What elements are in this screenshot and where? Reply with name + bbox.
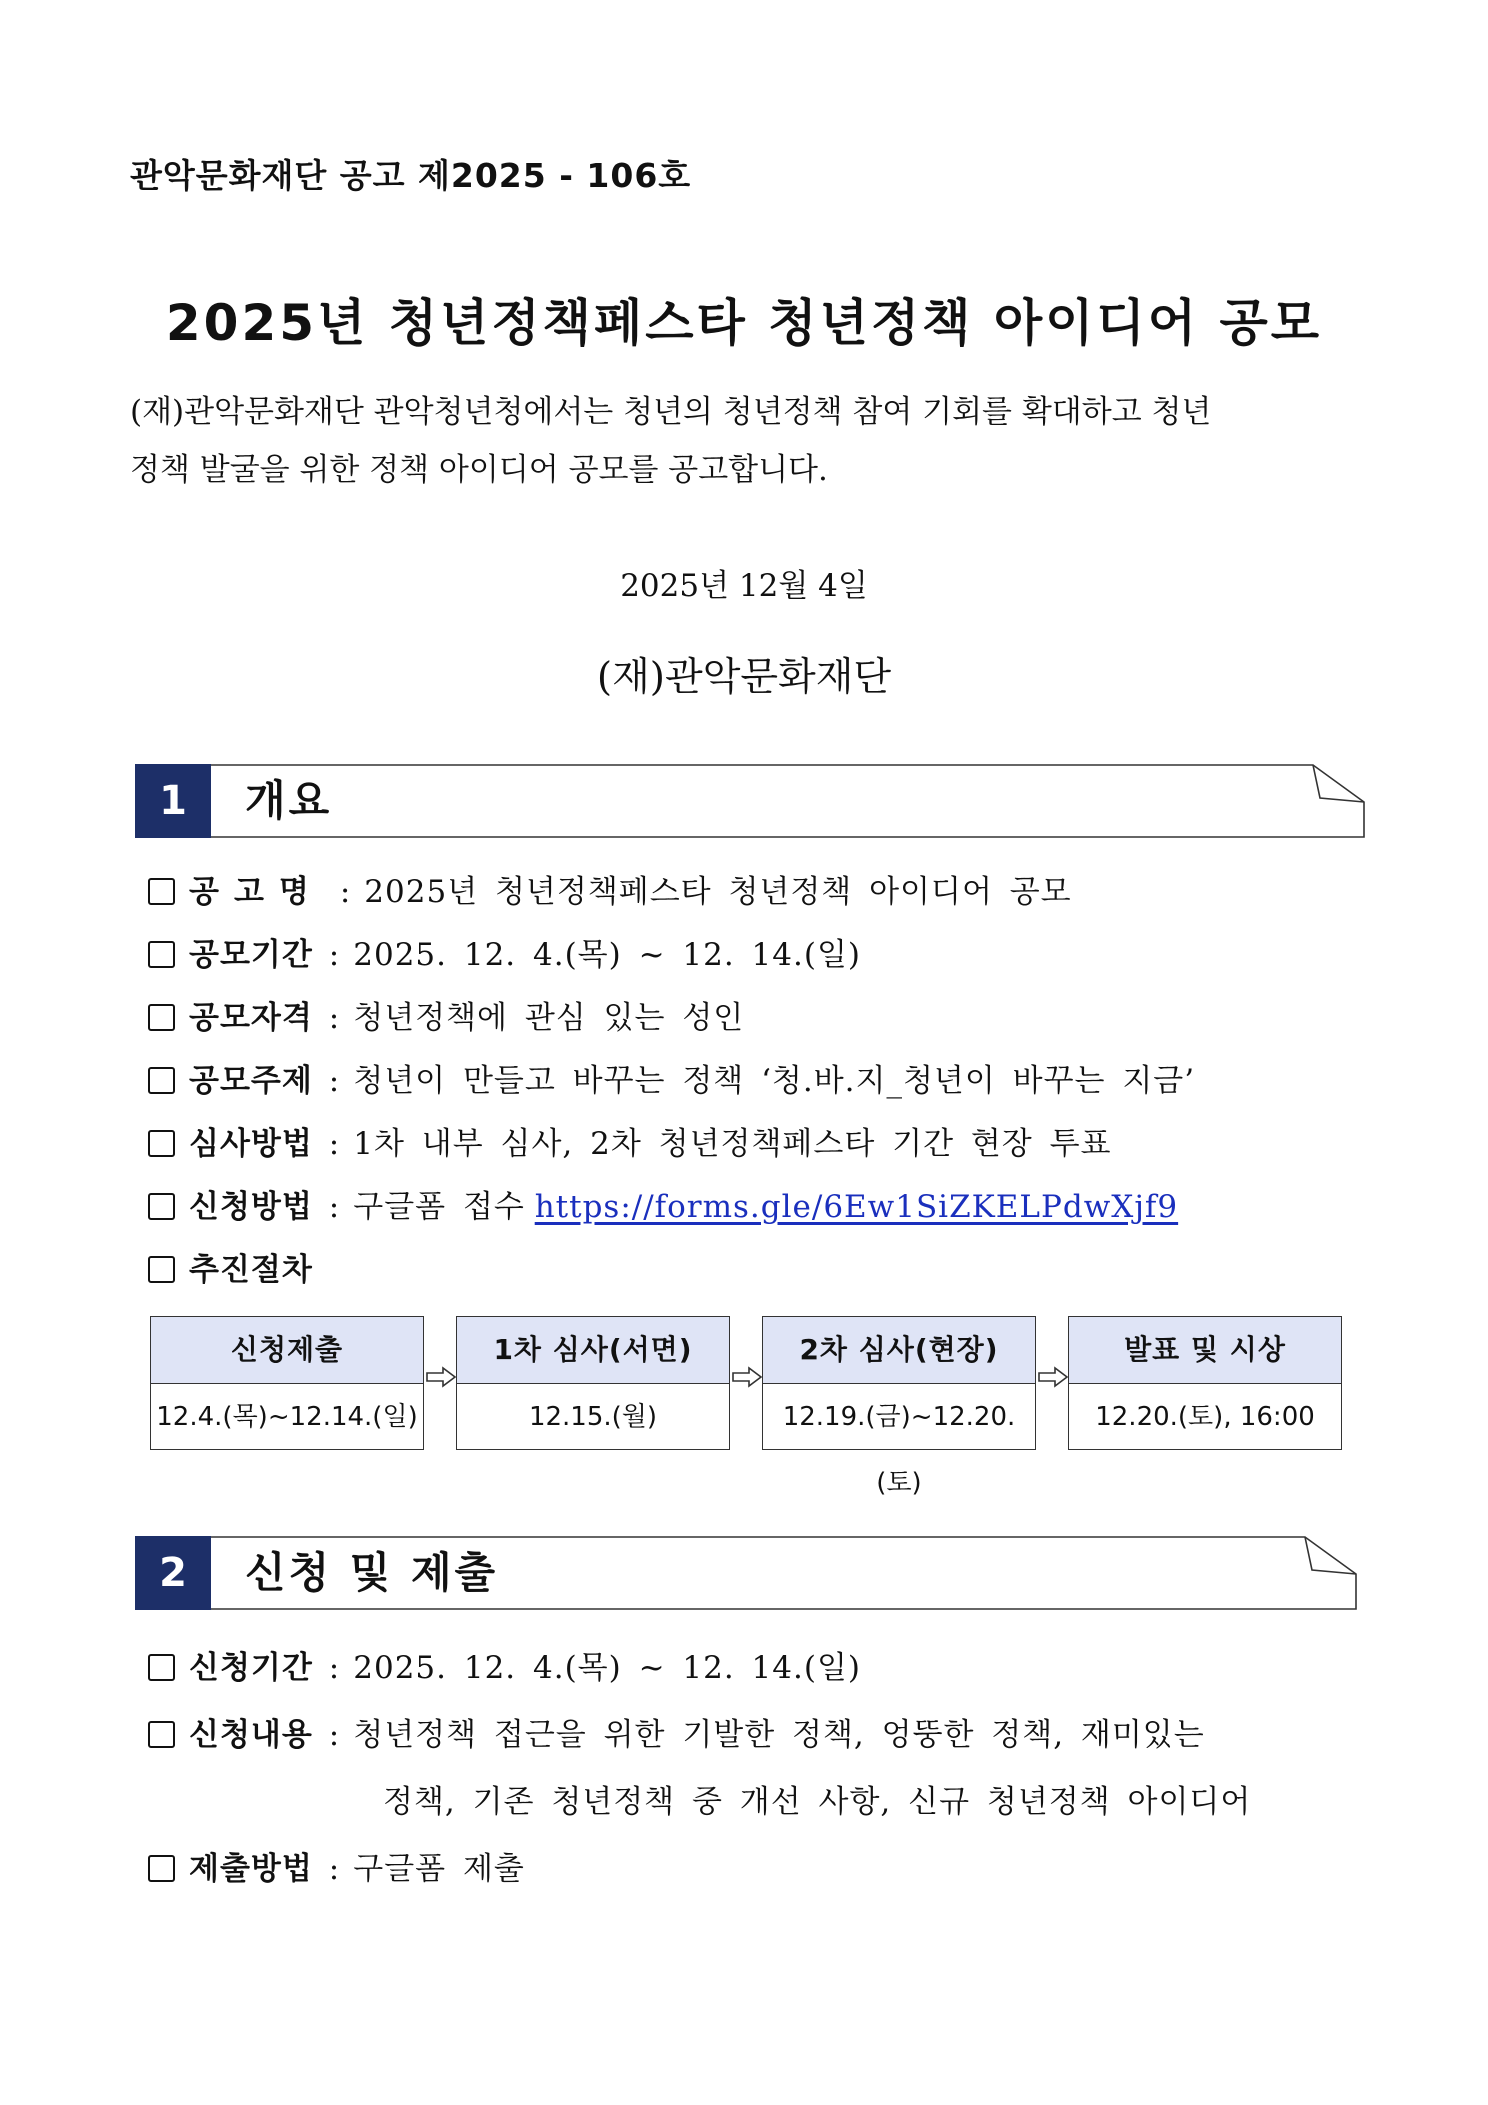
label-separator: : xyxy=(328,1126,340,1162)
list-item-theme xyxy=(148,1055,1195,1100)
checkbox-icon xyxy=(148,1654,175,1681)
item-label: 공모자격 xyxy=(189,1000,313,1036)
item-label: 신청내용 xyxy=(189,1717,313,1753)
procedure-step-second-review xyxy=(762,1316,1036,1498)
checkbox-icon xyxy=(148,1721,175,1748)
checkbox-icon xyxy=(148,1130,175,1157)
label-separator: : xyxy=(328,1189,340,1225)
item-label: 공모기간 xyxy=(189,937,313,973)
notice-number: 관악문화재단 공고 제2025 - 106호 xyxy=(130,156,692,195)
label-separator: : xyxy=(328,1063,340,1099)
item-value: 1차 내부 심사, 2차 청년정책페스타 기간 현장 투표 xyxy=(353,1126,1112,1162)
item-value: 청년정책 접근을 위한 기발한 정책, 엉뚱한 정책, 재미있는 xyxy=(353,1717,1205,1753)
list-item-eligibility xyxy=(148,992,744,1037)
list-item-submit-method xyxy=(148,1843,525,1888)
procedure-step-first-review xyxy=(456,1316,730,1450)
label-separator: : xyxy=(328,1851,340,1887)
step-date: 12.20.(토), 16:00 xyxy=(1095,1402,1315,1432)
list-item-apply-content xyxy=(148,1709,1205,1754)
item-label: 추진절차 xyxy=(189,1252,313,1288)
checkbox-icon xyxy=(148,1855,175,1882)
list-item-notice-name xyxy=(148,866,1072,911)
section-2-number: 2 xyxy=(135,1536,211,1610)
checkbox-icon xyxy=(148,878,175,905)
item-value: 청년이 만들고 바꾸는 정책 ‘청.바.지_청년이 바꾸는 지금’ xyxy=(353,1063,1196,1099)
notice-date: 2025년 12월 4일 xyxy=(620,568,868,604)
item-value-continued: 정책, 기존 청년정책 중 개선 사항, 신규 청년정책 아이디어 xyxy=(383,1784,1252,1820)
item-label: 심사방법 xyxy=(189,1126,313,1162)
list-item-review-method xyxy=(148,1118,1112,1163)
item-label: 공모주제 xyxy=(189,1063,313,1099)
label-separator: : xyxy=(328,1650,340,1686)
step-title: 신청제출 xyxy=(151,1317,423,1384)
intro-line-2: 정책 발굴을 위한 정책 아이디어 공모를 공고합니다. xyxy=(130,452,828,488)
application-form-link[interactable]: https://forms.gle/6Ew1SiZKELPdwXjf9 xyxy=(534,1189,1179,1225)
page-title: 2025년 청년정책페스타 청년정책 아이디어 공모 xyxy=(165,294,1323,352)
list-item-procedure xyxy=(148,1244,313,1289)
section-2-header xyxy=(135,1536,1357,1610)
item-label: 신청기간 xyxy=(189,1650,313,1686)
intro-line-1: (재)관악문화재단 관악청년청에서는 청년의 청년정책 참여 기회를 확대하고 청년 xyxy=(130,394,1212,430)
arrow-right-icon xyxy=(425,1366,457,1388)
step-title: 발표 및 시상 xyxy=(1069,1317,1341,1384)
procedure-step-announcement xyxy=(1068,1316,1342,1450)
list-item-period xyxy=(148,929,861,974)
step-date: 12.4.(목)~12.14.(일) xyxy=(156,1402,418,1432)
step-title: 1차 심사(서면) xyxy=(457,1317,729,1384)
item-value: 2025. 12. 4.(목) ~ 12. 14.(일) xyxy=(353,1650,861,1686)
label-separator: : xyxy=(328,1000,340,1036)
section-2-title: 신청 및 제출 xyxy=(245,1548,499,1597)
item-label: 신청방법 xyxy=(189,1189,313,1225)
list-item-apply-method xyxy=(148,1181,1178,1226)
arrow-right-icon xyxy=(731,1366,763,1388)
section-1-header xyxy=(135,764,1365,838)
item-label: 공고명 xyxy=(189,874,324,910)
procedure-step-submit xyxy=(150,1316,424,1450)
organization-name: (재)관악문화재단 xyxy=(596,655,892,700)
checkbox-icon xyxy=(148,1193,175,1220)
intro-paragraph xyxy=(130,383,1370,499)
checkbox-icon xyxy=(148,1256,175,1283)
item-value: 구글폼 제출 xyxy=(353,1851,525,1887)
list-item-apply-period xyxy=(148,1642,861,1687)
item-value: 2025. 12. 4.(목) ~ 12. 14.(일) xyxy=(353,937,861,973)
item-value: 청년정책에 관심 있는 성인 xyxy=(353,1000,745,1036)
step-date: 12.15.(월) xyxy=(528,1402,658,1432)
checkbox-icon xyxy=(148,941,175,968)
label-separator: : xyxy=(339,874,351,910)
checkbox-icon xyxy=(148,1004,175,1031)
item-label: 제출방법 xyxy=(189,1851,313,1887)
section-1-title: 개요 xyxy=(245,776,333,825)
step-title: 2차 심사(현장) xyxy=(763,1317,1035,1384)
item-value: 2025년 청년정책페스타 청년정책 아이디어 공모 xyxy=(364,874,1072,910)
label-separator: : xyxy=(328,1717,340,1753)
section-1-number: 1 xyxy=(135,764,211,838)
checkbox-icon xyxy=(148,1067,175,1094)
item-value: 구글폼 접수 xyxy=(353,1189,525,1225)
step-date: 12.19.(금)~12.20.(토) xyxy=(782,1402,1016,1498)
arrow-right-icon xyxy=(1037,1366,1069,1388)
label-separator: : xyxy=(328,937,340,973)
